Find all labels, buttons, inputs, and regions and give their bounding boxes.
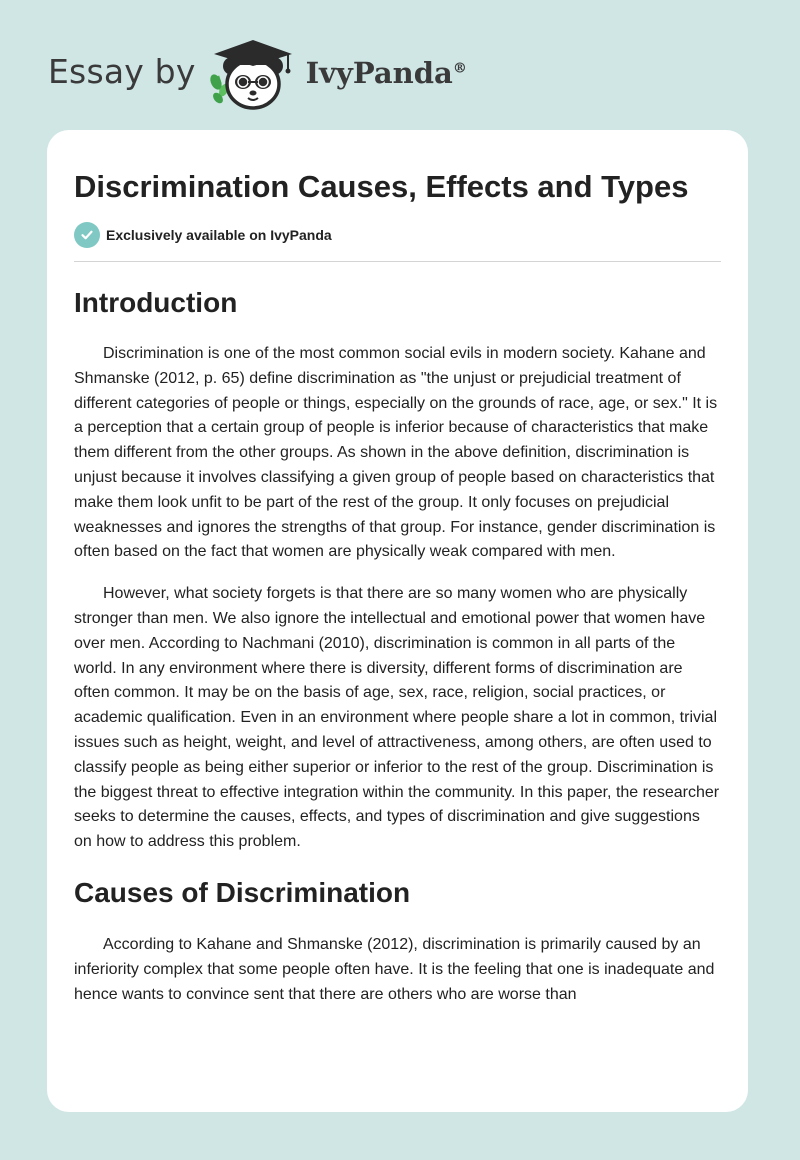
essay-card — [47, 130, 748, 1112]
site-header-brand[interactable] — [48, 36, 467, 112]
registered-mark: ® — [452, 60, 467, 77]
paragraph: According to Kahane and Shmanske (2012), discrimination is primarily caused by an inferiority complex that some people often have. It is the feeling that one is inadequate and hence wants to convince sent that there are others who are worse than — [74, 935, 715, 1003]
essay-title: Discrimination Causes, Effects and Types — [74, 169, 689, 204]
panda-graduate-logo-icon — [208, 36, 304, 112]
section-heading-causes: Causes of Discrimination — [74, 876, 411, 908]
section-heading-introduction: Introduction — [74, 287, 238, 318]
exclusive-label: Exclusively available on IvyPanda — [106, 227, 332, 243]
paragraph: Discrimination is one of the most common social evils in modern society. Kahane and Shmanske (2012, p. 65) define discrimination as "the unjust or prejudicial treatment of different categories of people or things, especially on the grounds of race, age, or sex." It is a perception that a certain group of people is inferior because of characteristics that make them different from the other groups. As shown in the above definition, discrimination is unjust because it involves classifying a given group of people based on characteristics that make them look unfit to be part of the rest of the group. It only focuses on prejudicial weaknesses and ignores the strengths of that group. For instance, gender discrimination is often based on the fact that women are physically weak compared with men. — [74, 345, 718, 561]
divider — [74, 261, 721, 262]
check-circle-icon — [74, 222, 100, 248]
brand-name-text: IvyPanda — [305, 56, 453, 90]
brand-name — [306, 56, 467, 90]
paragraph: However, what society forgets is that there are so many women who are physically stronger than men. We also ignore the intellectual and emotional power that women have over men. According to Nachmani (2010), discrimination is common in all parts of the world. In any environment where there is diversity, different forms of discrimination are often common. It may be on the basis of age, sex, race, religion, social practices, or academic qualification. Even in an environment where people share a lot in common, trivial issues such as height, weight, and level of attractiveness, among others, are often used to classify people as being either superior or inferior to the rest of the group. Discrimination is the biggest threat to effective integration within the community. In this paper, the researcher seeks to determine the causes, effects, and types of discrimination and give suggestions on how to address this problem. — [74, 585, 720, 851]
exclusive-badge — [74, 221, 721, 249]
brand-prefix: Essay by — [48, 51, 196, 91]
